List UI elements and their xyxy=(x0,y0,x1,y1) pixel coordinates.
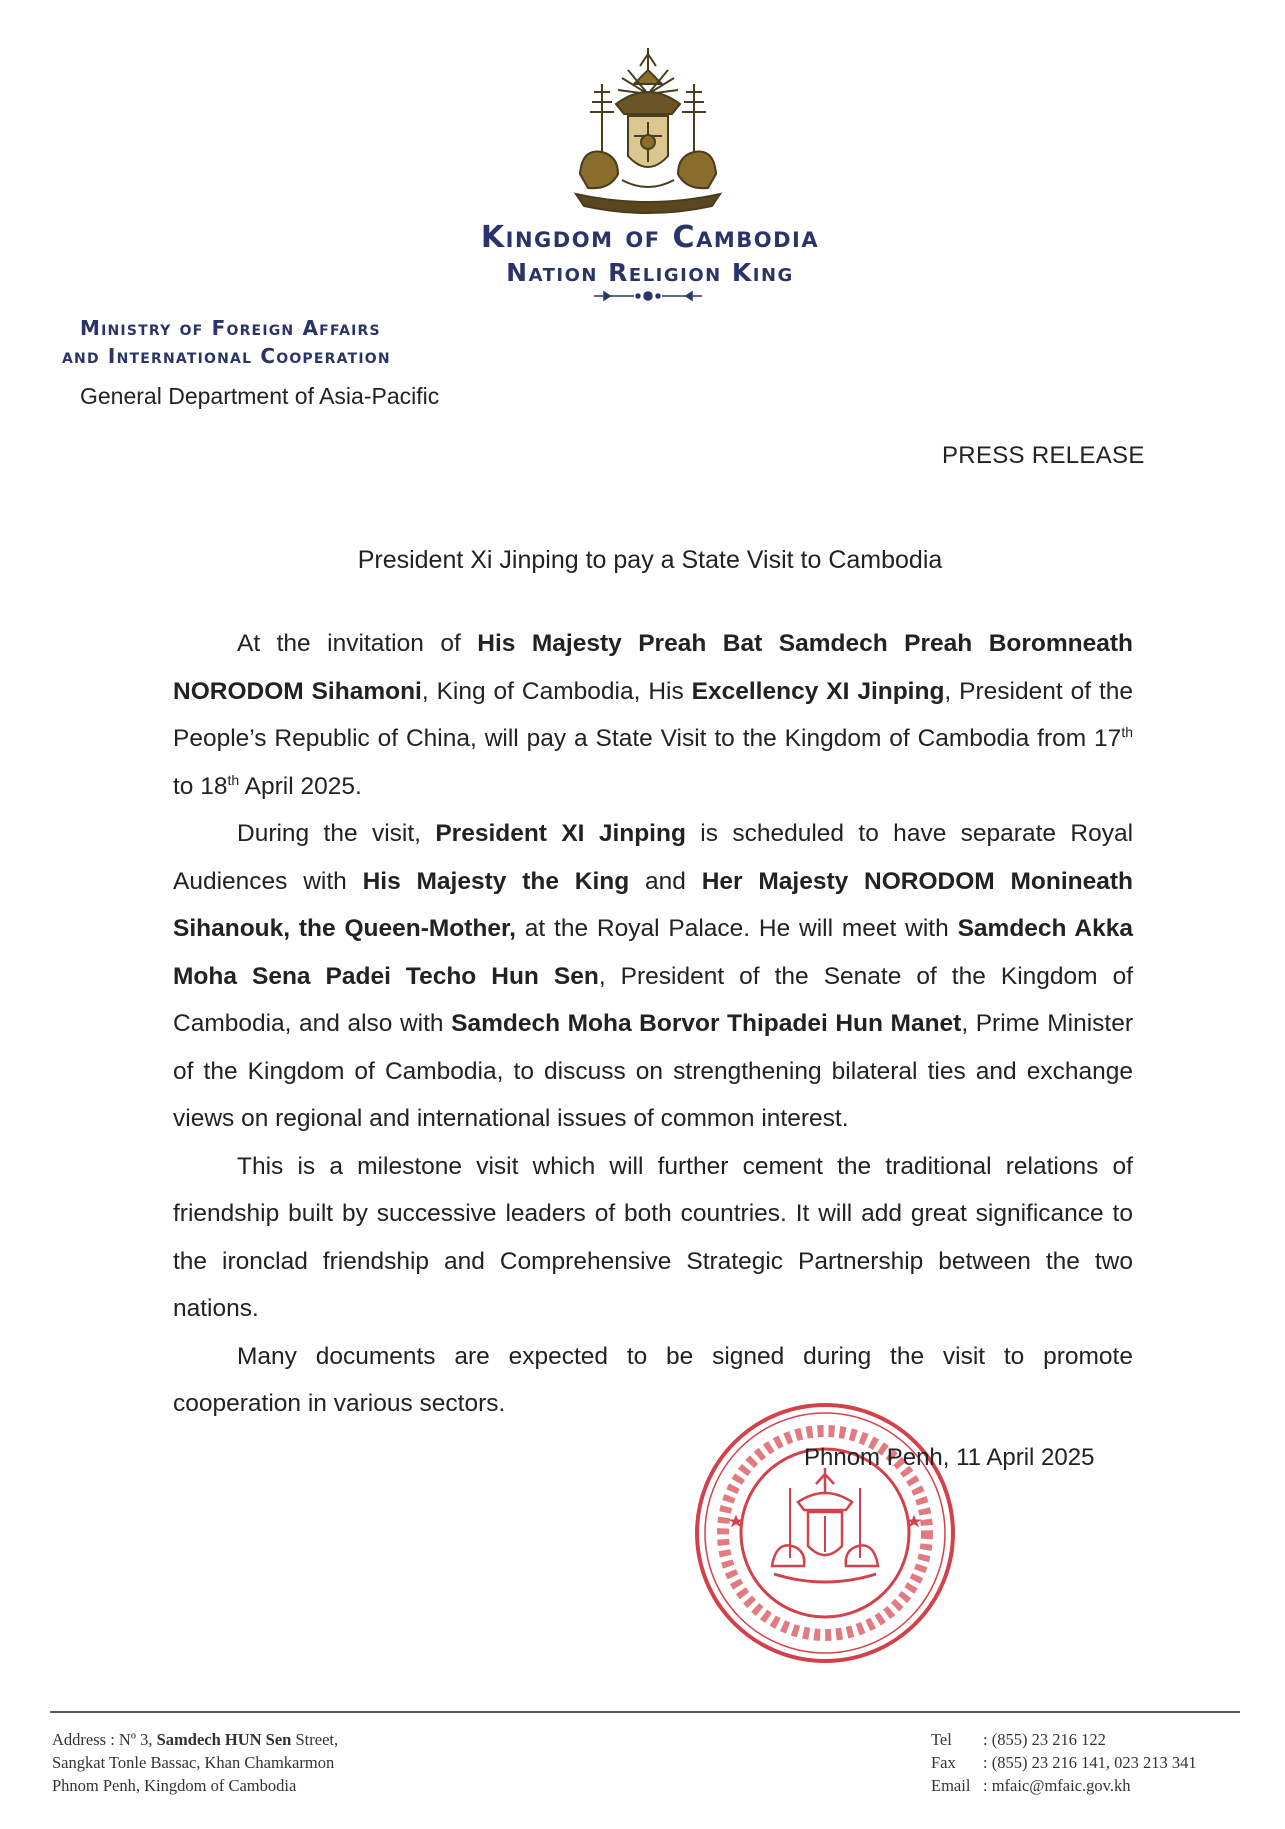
ministry-name-line2: and International Cooperation xyxy=(62,344,391,368)
national-motto: Nation Religion King xyxy=(506,258,794,287)
ornamental-divider xyxy=(592,289,704,303)
footer-address xyxy=(52,1728,338,1797)
address-line-1: Address : Nº 3, Samdech HUN Sen Street, xyxy=(52,1730,339,1749)
document-type-label: PRESS RELEASE xyxy=(942,442,1145,469)
footer-divider xyxy=(50,1711,1240,1713)
footer-contacts xyxy=(931,1728,1197,1797)
ministry-name-line1: Ministry of Foreign Affairs xyxy=(80,316,381,340)
address-line-2: Sangkat Tonle Bassac, Khan Chamkarmon xyxy=(52,1753,335,1772)
paragraph-1: At the invitation of His Majesty Preah Bat Samdech Preah Boromneath NORODOM Sihamoni, King of Cambodia, His Excellency XI Jinping, President of the People’s Republic of China, will pay a State Visit to the Kingdom of Cambodia from 17th to 18th April 2025. xyxy=(173,630,1133,800)
paragraph-3: This is a milestone visit which will further cement the traditional relations of friendship built by successive leaders of both countries. It will add great significance to the ironclad friendship and Comprehensive Strategic Partnership between the two nations. xyxy=(173,1152,1133,1322)
contact-tel: Tel : (855) 23 216 122 xyxy=(931,1730,1106,1749)
place-and-date: Phnom Penh, 11 April 2025 xyxy=(804,1444,1095,1471)
address-line-3: Phnom Penh, Kingdom of Cambodia xyxy=(52,1776,297,1795)
contact-email: Email : mfaic@mfaic.gov.kh xyxy=(931,1776,1131,1795)
royal-coat-of-arms-emblem xyxy=(562,44,734,220)
paragraph-2: During the visit, President XI Jinping is scheduled to have separate Royal Audiences with His Majesty the King and Her Majesty NORODOM Monineath Sihanouk, the Queen-Mother, at the Royal Palace. He will meet with Samdech Akka Moha Sena Padei Techo Hun Sen, President of the Senate of the Kingdom of Cambodia, and also with Samdech Moha Borvor Thipadei Hun Manet, Prime Minister of the Kingdom of Cambodia, to discuss on strengthening bilateral ties and exchange views on regional and international issues of common interest. xyxy=(173,820,1134,1132)
contact-fax: Fax : (855) 23 216 141, 023 213 341 xyxy=(931,1753,1197,1772)
kingdom-title: Kingdom of Cambodia xyxy=(480,220,820,255)
email-link[interactable]: : mfaic@mfaic.gov.kh xyxy=(983,1776,1131,1795)
official-red-seal-stamp xyxy=(690,1398,960,1668)
press-release-body xyxy=(173,620,1133,1428)
department-name: General Department of Asia-Pacific xyxy=(80,383,440,409)
paragraph-4: Many documents are expected to be signed during the visit to promote cooperation in various sectors. xyxy=(173,1342,1133,1417)
press-release-title: President Xi Jinping to pay a State Visit to Cambodia xyxy=(357,546,943,574)
